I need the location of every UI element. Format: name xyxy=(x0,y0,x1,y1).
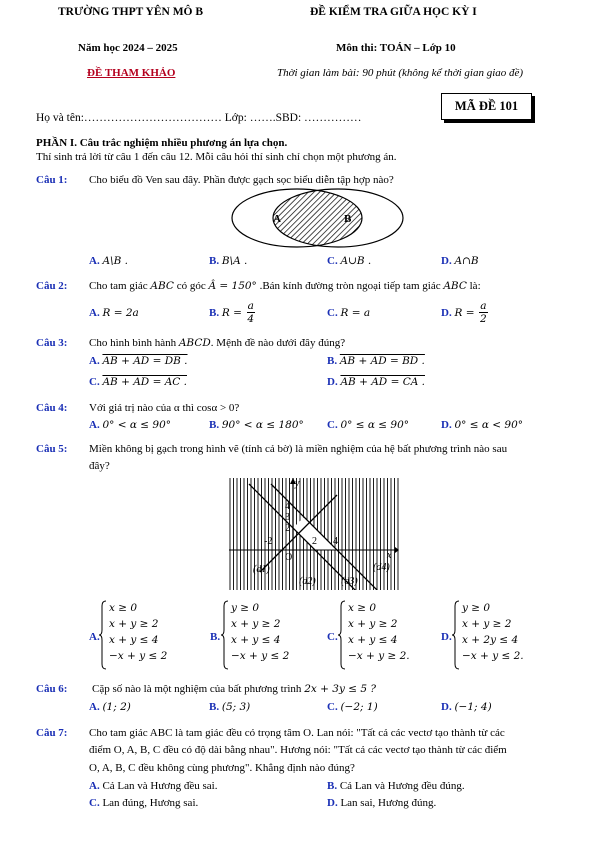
q5-text-line1: Miền không bị gạch trong hình vẽ (tính cả bờ) là miền nghiệm của hệ bất phương trình nào sau xyxy=(89,443,508,455)
label-d2: (d2) xyxy=(299,576,316,587)
q2-text: Cho tam giác ABC có góc Â = 150° .Bán kính đường tròn ngoại tiếp tam giác ABC là: xyxy=(89,280,481,292)
q7-option-a[interactable]: A. Cả Lan và Hương đều sai. xyxy=(89,780,218,792)
q1-option-a[interactable]: A. A\B . xyxy=(89,255,128,267)
tick-y3: 3 xyxy=(285,512,290,523)
q4-text: Với giá trị nào của α thì cosα > 0? xyxy=(89,402,240,414)
q1-option-b[interactable]: B. B\A . xyxy=(209,255,248,267)
q3-option-c[interactable]: C. AB + AD = AC . xyxy=(89,376,187,388)
q6-option-d[interactable]: D. (−1; 4) xyxy=(441,701,492,713)
q6-option-c[interactable]: C. (−2; 1) xyxy=(327,701,378,713)
label-d4: (d4) xyxy=(373,562,390,573)
part1-title: PHẦN I. Câu trắc nghiệm nhiều phương án lựa chọn. xyxy=(36,137,288,149)
q1-label: Câu 1: xyxy=(36,174,68,186)
q5-option-d-label[interactable]: D. xyxy=(441,631,452,643)
q6-text: Cặp số nào là một nghiệm của bất phương trình 2x + 3y ≤ 5 ? xyxy=(92,683,376,695)
tick-y2: 2 xyxy=(285,523,290,534)
q5-option-d-system[interactable]: y ≥ 0 x + y ≥ 2 x + 2y ≤ 4 −x + y ≤ 2. xyxy=(462,602,524,662)
brace-icon xyxy=(221,600,229,670)
q5-option-b-label[interactable]: B. xyxy=(210,631,221,643)
q1-text: Cho biểu đồ Ven sau đây. Phần được gạch sọc biểu diễn tập hợp nào? xyxy=(89,174,394,186)
label-d3: (d3) xyxy=(341,576,358,587)
q4-option-b[interactable]: B. 90° < α ≤ 180° xyxy=(209,419,304,431)
q5-option-b-system[interactable]: y ≥ 0 x + y ≥ 2 x + y ≤ 4 −x + y ≤ 2 xyxy=(231,602,290,662)
exam-time: Thời gian làm bài: 90 phút (không kể thời gian giao đề) xyxy=(277,67,524,79)
origin-label: O xyxy=(285,552,293,563)
q3-text: Cho hình bình hành ABCD. Mệnh đề nào dưới đây đúng? xyxy=(89,337,346,349)
q6-label: Câu 6: xyxy=(36,683,68,695)
x-axis-label: x xyxy=(387,550,392,561)
q3-option-a[interactable]: A. AB + AD = DB . xyxy=(89,355,188,367)
q3-option-d[interactable]: D. AB + AD = CA . xyxy=(327,376,425,388)
exam-title: ĐỀ KIỂM TRA GIỮA HỌC KỲ I xyxy=(310,6,477,18)
q6-option-a[interactable]: A. (1; 2) xyxy=(89,701,131,713)
q7-text-line1: Cho tam giác ABC là tam giác đều có trọng tâm O. Lan nói: "Tất cả các vectơ tạo thành từ các xyxy=(89,727,505,739)
venn-diagram xyxy=(228,187,408,251)
venn-label-a: A xyxy=(273,213,281,225)
q6-option-b[interactable]: B. (5; 3) xyxy=(209,701,251,713)
brace-icon xyxy=(99,600,107,670)
q4-option-d[interactable]: D. 0° ≤ α < 90° xyxy=(441,419,524,431)
school-year: Năm học 2024 – 2025 xyxy=(78,42,178,54)
exam-subject: Môn thi: TOÁN – Lớp 10 xyxy=(336,42,456,54)
tick-x2: 2 xyxy=(312,536,317,547)
q2-option-b[interactable]: B. R = $\frac{a}{4}$ xyxy=(209,300,255,325)
q7-option-b[interactable]: B. Cả Lan và Hương đều đúng. xyxy=(327,780,465,792)
q5-option-c-label[interactable]: C. xyxy=(327,631,338,643)
q2-option-a[interactable]: A. R = 2a xyxy=(89,307,139,319)
q4-label: Câu 4: xyxy=(36,402,68,414)
brace-icon xyxy=(338,600,346,670)
q4-option-a[interactable]: A. 0° < α ≤ 90° xyxy=(89,419,172,431)
venn-label-b: B xyxy=(344,213,352,225)
q1-option-c[interactable]: C. A∪B . xyxy=(327,255,372,267)
q7-option-d[interactable]: D. Lan sai, Hương đúng. xyxy=(327,797,437,809)
inequality-graph xyxy=(229,478,399,590)
q2-option-c[interactable]: C. R = a xyxy=(327,307,371,319)
q5-option-c-system[interactable]: x ≥ 0 x + y ≥ 2 x + y ≤ 4 −x + y ≥ 2. xyxy=(348,602,410,662)
q5-label: Câu 5: xyxy=(36,443,68,455)
q7-label: Câu 7: xyxy=(36,727,68,739)
q7-option-c[interactable]: C. Lan đúng, Hương sai. xyxy=(89,797,199,809)
q1-option-d[interactable]: D. A∩B xyxy=(441,255,479,267)
q7-text-line3: O, A, B, C đều không cùng phương". Khẳng định nào đúng? xyxy=(89,762,355,774)
tick-x4: 4 xyxy=(333,536,338,547)
q2-label: Câu 2: xyxy=(36,280,68,292)
reference-label: ĐỀ THAM KHẢO xyxy=(87,67,176,79)
q7-text-line2: điểm O, A, B, C đều có độ dài bằng nhau". Hương nói: "Tất cả các vectơ tạo thành từ các điểm xyxy=(89,744,507,756)
q3-option-b[interactable]: B. AB + AD = BD . xyxy=(327,355,425,367)
y-axis-label: y xyxy=(295,478,300,489)
q2-option-d[interactable]: D. R = $\frac{a}{2}$ xyxy=(441,300,487,325)
exam-code: MÃ ĐỀ 101 xyxy=(441,93,532,120)
student-info-line: Họ và tên:……………………………… Lớp: …….SBD: …………… xyxy=(36,112,362,124)
label-d1: (d1) xyxy=(253,564,270,575)
q5-text-line2: đây? xyxy=(89,460,110,472)
q4-option-c[interactable]: C. 0° ≤ α ≤ 90° xyxy=(327,419,410,431)
q5-option-a-system[interactable]: x ≥ 0 x + y ≥ 2 x + y ≤ 4 −x + y ≤ 2 xyxy=(109,602,168,662)
school-name: TRƯỜNG THPT YÊN MÔ B xyxy=(58,6,204,18)
brace-icon xyxy=(452,600,460,670)
tick-x-neg2: -2 xyxy=(264,536,273,547)
part1-instructions: Thí sinh trả lời từ câu 1 đến câu 12. Mỗi câu hỏi thí sinh chỉ chọn một phương án. xyxy=(36,151,397,163)
tick-y4: 4 xyxy=(285,501,290,512)
q3-label: Câu 3: xyxy=(36,337,68,349)
q5-option-a-label[interactable]: A. xyxy=(89,631,100,643)
